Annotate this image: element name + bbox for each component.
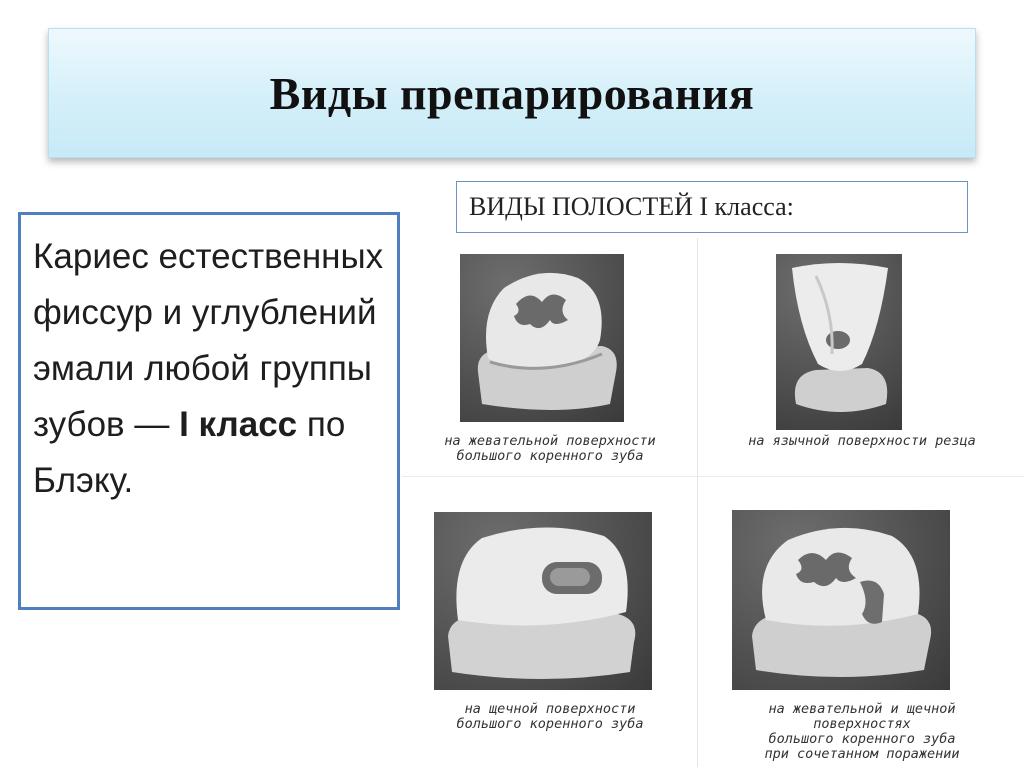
caption-line: при сочетанном поражении xyxy=(764,746,960,762)
definition-text xyxy=(33,229,387,509)
page-title: Виды препарирования xyxy=(269,67,755,119)
definition-part2: по Блэку. xyxy=(33,405,346,500)
caption-line: на язычной поверхности резца xyxy=(748,433,976,449)
caption-line: большого коренного зуба xyxy=(456,716,644,732)
title-banner xyxy=(48,28,976,158)
cavity-class-heading-text: ВИДЫ ПОЛОСТЕЙ I класса: xyxy=(469,192,794,221)
tooth-image-incisor-lingual xyxy=(776,254,902,430)
tooth-image-molar-combined xyxy=(732,510,950,690)
grid-divider-vertical xyxy=(697,238,698,767)
caption-molar-occlusal xyxy=(402,434,698,464)
cavity-class-heading xyxy=(456,181,968,233)
caption-line: большого коренного зуба xyxy=(456,448,644,464)
tooth-image-molar-occlusal xyxy=(460,254,624,422)
caption-molar-combined xyxy=(700,702,1024,762)
caption-line: на щечной поверхности xyxy=(464,701,636,717)
caption-line: на жевательной поверхности xyxy=(444,433,656,449)
definition-bold: I класс xyxy=(179,405,298,444)
caption-incisor-lingual xyxy=(700,434,1024,449)
tooth-image-molar-buccal xyxy=(434,512,652,690)
definition-box xyxy=(18,212,400,610)
definition-part1: Кариес естественных фиссур и углублений эмали любой группы зубов — xyxy=(33,237,384,444)
caption-line: поверхностях xyxy=(813,716,911,732)
caption-molar-buccal xyxy=(402,702,698,732)
caption-line: на жевательной и щечной xyxy=(768,701,956,717)
caption-line: большого коренного зуба xyxy=(768,731,956,747)
grid-divider-horizontal xyxy=(402,476,1024,477)
photo-grid xyxy=(402,238,1024,767)
